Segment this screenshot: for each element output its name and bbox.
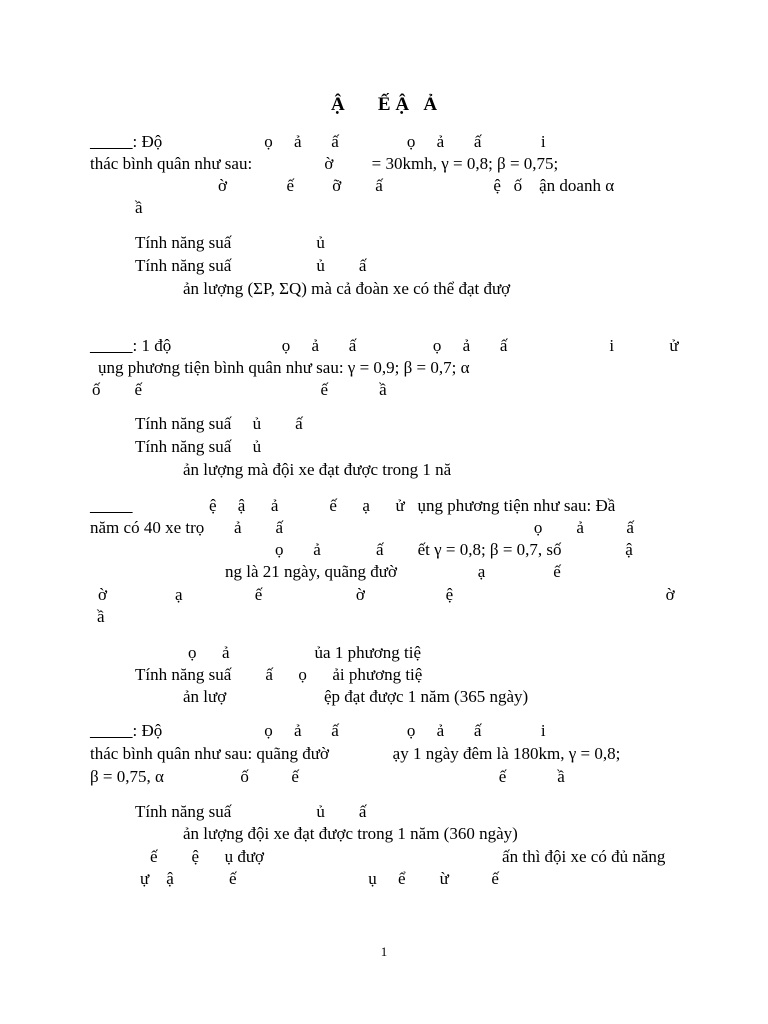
question-b: Tính năng suấ ủ: [135, 437, 262, 456]
exercise-line: _____: 1 độ ọ ả ấ ọ ả ấ i ử: [90, 336, 679, 355]
exercise-number-blank: _____: [90, 336, 133, 355]
question-b: Tính năng suấ ủ ấ: [135, 256, 367, 275]
exercise-line: ọ ả ấ ết γ = 0,8; β = 0,7, số ậ: [275, 540, 633, 559]
question-c: ế ệ ụ đượ ấn thì đội xe có đủ năng: [150, 847, 666, 866]
question-c: ản lượng (ΣP, ΣQ) mà cả đoàn xe có thể đạt đượ: [183, 279, 511, 298]
exercise-number-blank: _____: [90, 496, 133, 515]
exercise-line: thác bình quân như sau: ờ = 30kmh, γ = 0,8; β = 0,75;: [90, 154, 559, 173]
question-a: Tính năng suấ ủ ấ: [135, 802, 367, 821]
exercise-line: β = 0,75, α ố ế ế ầ: [90, 767, 565, 786]
exercise-number-blank: _____: [90, 721, 133, 740]
exercise-line: ầ: [135, 198, 143, 217]
exercise-line: ờ ế ỡ ấ ệ ố ận doanh α: [218, 176, 615, 195]
question-b: Tính năng suấ ấ ọ ải phương tiệ: [135, 665, 423, 684]
exercise-line: ụng phương tiện bình quân như sau: γ = 0,9; β = 0,7; α: [98, 358, 470, 377]
question-c: ản lượng mà đội xe đạt được trong 1 nă: [183, 460, 452, 479]
exercise-line: _____: Độ ọ ả ấ ọ ả ấ i: [90, 721, 546, 740]
page-title: Ậ Ế Ậ Ả: [330, 94, 438, 115]
question-c: ản lượ ệp đạt được 1 năm (365 ngày): [183, 687, 529, 706]
question-b: ản lượng đội xe đạt được trong 1 năm (360 ngày): [183, 824, 518, 843]
exercise-line: ự ậ ế ụ ể ừ ế: [140, 869, 499, 888]
question-a: Tính năng suấ ủ: [135, 233, 325, 252]
exercise-line: năm có 40 xe trọ ả ấ ọ ả ấ: [90, 518, 634, 537]
question-a: Tính năng suấ ủ ấ: [135, 414, 303, 433]
exercise-line: ờ ạ ế ờ ệ ờ: [98, 585, 675, 604]
exercise-line: ầ: [97, 607, 105, 626]
exercise-line: _____: Độ ọ ả ấ ọ ả ấ i: [90, 132, 546, 151]
exercise-line: ố ế ế ầ: [92, 380, 387, 399]
exercise-line: _____ ệ ậ ả ế ạ ử ụng phương tiện như sau: Đầ: [90, 496, 616, 515]
exercise-line: thác bình quân như sau: quãng đườ ạy 1 ngày đêm là 180km, γ = 0,8;: [90, 744, 621, 763]
exercise-number-blank: _____: [90, 132, 133, 151]
question-a: ọ ả ủa 1 phương tiệ: [188, 643, 422, 662]
exercise-line: ng là 21 ngày, quãng đườ ạ ế: [225, 562, 561, 581]
page-number: 1: [380, 944, 388, 959]
